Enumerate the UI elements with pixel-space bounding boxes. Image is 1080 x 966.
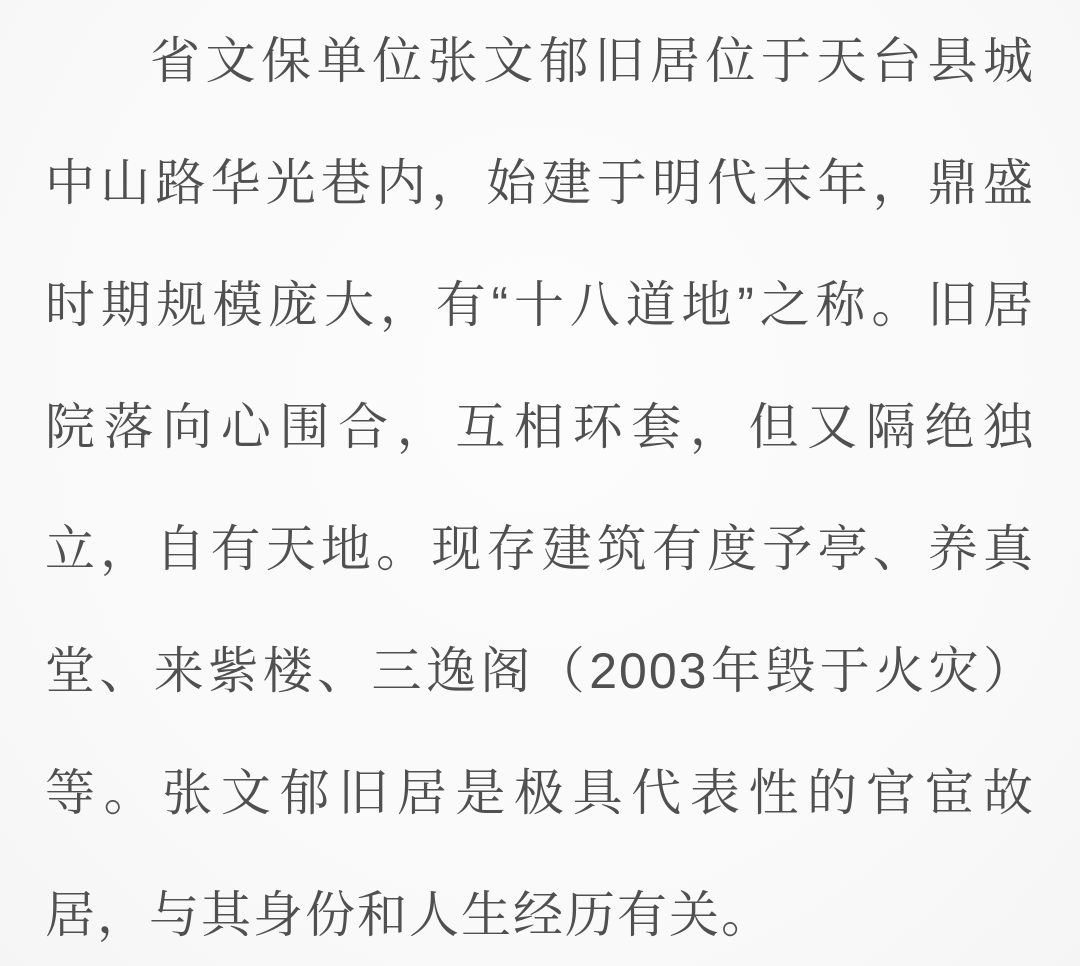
text-line-7: 等。张文郁旧居是极具代表性的官宦故 <box>45 765 1035 821</box>
text-line-3: 时期规模庞大，有“十八道地”之称。旧居 <box>45 277 1035 333</box>
text-line-8: 居，与其身份和人生经历有关。 <box>45 887 773 943</box>
text-line-6: 堂、来紫楼、三逸阁（2003年毁于火灾） <box>45 643 1035 699</box>
text-line-2: 中山路华光巷内，始建于明代末年，鼎盛 <box>45 155 1035 211</box>
paragraph-block <box>45 0 1035 966</box>
text-line-1: 省文保单位张文郁旧居位于天台县城 <box>150 33 1035 89</box>
text-line-4: 院落向心围合，互相环套，但又隔绝独 <box>45 399 1035 455</box>
text-line-5: 立，自有天地。现存建筑有度予亭、养真 <box>45 521 1035 577</box>
